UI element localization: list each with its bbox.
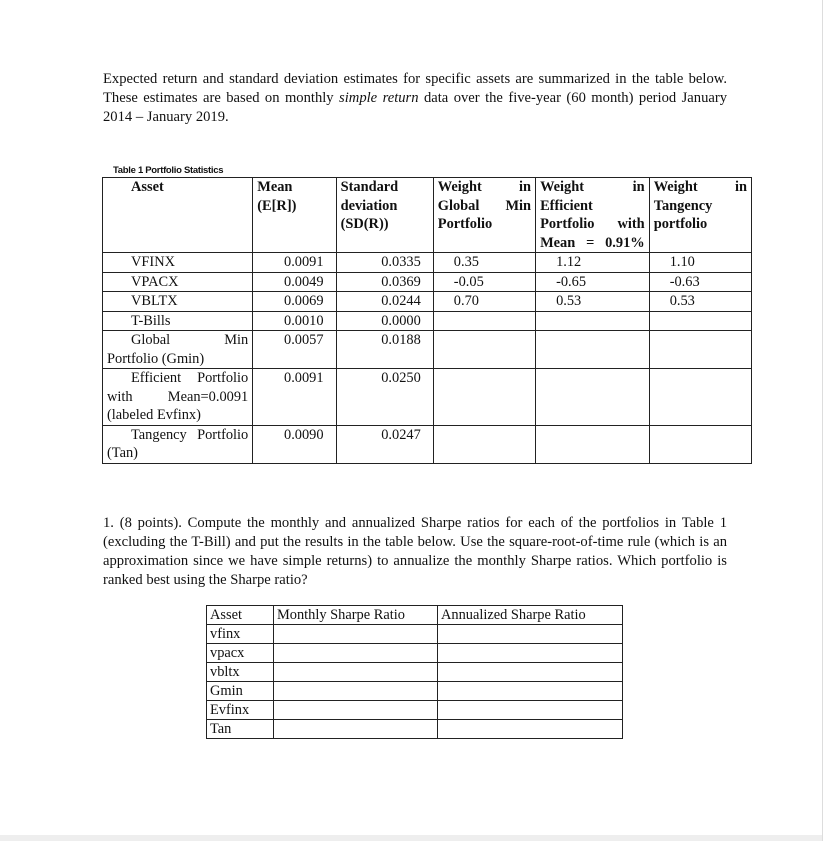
monthly-sharpe-cell[interactable]	[274, 644, 438, 663]
table-row	[103, 292, 752, 312]
asset-cell: vbltx	[207, 663, 274, 682]
asset-cell: VBLTX	[103, 292, 253, 312]
value-cell: 0.0069	[253, 292, 336, 312]
asset-cell: vpacx	[207, 644, 274, 663]
asset-cell: Efficient Portfolio with Mean=0.0091 (labeled Evfinx)	[103, 369, 253, 426]
table1-header: Weight in Efficient Portfolio with Mean = 0.91%	[536, 178, 650, 253]
value-cell	[536, 369, 650, 426]
monthly-sharpe-cell[interactable]	[274, 701, 438, 720]
table-row	[103, 272, 752, 292]
value-cell: 0.70	[433, 292, 535, 312]
table2-header: Annualized Sharpe Ratio	[438, 606, 623, 625]
value-cell: 0.0057	[253, 331, 336, 369]
value-cell	[649, 331, 751, 369]
table1-header: Weight in Global Min Portfolio	[433, 178, 535, 253]
table-row	[207, 625, 623, 644]
value-cell: 0.53	[649, 292, 751, 312]
value-cell	[649, 311, 751, 331]
table-row	[103, 311, 752, 331]
annualized-sharpe-cell[interactable]	[438, 682, 623, 701]
table1-header: Mean (E[R])	[253, 178, 336, 253]
value-cell: 0.0091	[253, 369, 336, 426]
value-cell: 0.0188	[336, 331, 433, 369]
value-cell	[536, 311, 650, 331]
asset-cell: T-Bills	[103, 311, 253, 331]
value-cell: 0.0250	[336, 369, 433, 426]
annualized-sharpe-cell[interactable]	[438, 644, 623, 663]
asset-cell: VFINX	[103, 253, 253, 273]
table-row	[103, 369, 752, 426]
asset-cell: Tan	[207, 720, 274, 739]
annualized-sharpe-cell[interactable]	[438, 701, 623, 720]
value-cell: 0.53	[536, 292, 650, 312]
question-1: 1. (8 points). Compute the monthly and annualized Sharpe ratios for each of the portfolios in Table 1 (excluding the T-Bill) and put the results in the table below. Use the square-root-of-time rule (which is an approximation since we have simple returns) to annualize the monthly Sharpe ratios. Which portfolio is ranked best using the Sharpe ratio?	[103, 515, 727, 588]
annualized-sharpe-cell[interactable]	[438, 720, 623, 739]
table1-header: Asset	[103, 178, 253, 253]
asset-cell: VPACX	[103, 272, 253, 292]
value-cell	[433, 331, 535, 369]
intro-text-2: data over the five-year (60 month) period January 2014 – January 2019.	[103, 90, 727, 125]
table2-header: Asset	[207, 606, 274, 625]
value-cell: 0.0247	[336, 425, 433, 463]
value-cell	[433, 311, 535, 331]
value-cell: -0.05	[433, 272, 535, 292]
value-cell: 0.35	[433, 253, 535, 273]
value-cell: -0.65	[536, 272, 650, 292]
value-cell: 0.0010	[253, 311, 336, 331]
table-row	[207, 663, 623, 682]
value-cell: 1.12	[536, 253, 650, 273]
value-cell: 0.0244	[336, 292, 433, 312]
table-row	[207, 701, 623, 720]
asset-cell: Global Min Portfolio (Gmin)	[103, 331, 253, 369]
table1-caption: Table 1 Portfolio Statistics	[113, 165, 224, 176]
value-cell: -0.63	[649, 272, 751, 292]
asset-cell: Evfinx	[207, 701, 274, 720]
sharpe-ratio-table	[206, 605, 623, 739]
value-cell: 1.10	[649, 253, 751, 273]
table-row	[207, 644, 623, 663]
intro-text: Expected return and standard deviation estimates for specific assets are summarized in the table below. These estimates are based on monthly	[103, 71, 727, 106]
intro-paragraph	[103, 70, 727, 127]
portfolio-statistics-table	[102, 177, 752, 464]
value-cell: 0.0090	[253, 425, 336, 463]
table1-header: Weight in Tangency portfolio	[649, 178, 751, 253]
table-row	[103, 253, 752, 273]
value-cell	[433, 369, 535, 426]
value-cell	[433, 425, 535, 463]
value-cell: 0.0369	[336, 272, 433, 292]
table-row	[103, 425, 752, 463]
value-cell	[536, 331, 650, 369]
value-cell: 0.0091	[253, 253, 336, 273]
value-cell: 0.0335	[336, 253, 433, 273]
asset-cell: Tangency Portfolio (Tan)	[103, 425, 253, 463]
value-cell	[649, 425, 751, 463]
table-row	[103, 331, 752, 369]
asset-cell: vfinx	[207, 625, 274, 644]
asset-cell: Gmin	[207, 682, 274, 701]
monthly-sharpe-cell[interactable]	[274, 720, 438, 739]
table1-header: Standard deviation (SD(R))	[336, 178, 433, 253]
intro-italic: simple return	[339, 90, 419, 106]
value-cell	[649, 369, 751, 426]
table-row	[207, 682, 623, 701]
monthly-sharpe-cell[interactable]	[274, 625, 438, 644]
value-cell: 0.0049	[253, 272, 336, 292]
annualized-sharpe-cell[interactable]	[438, 663, 623, 682]
monthly-sharpe-cell[interactable]	[274, 682, 438, 701]
annualized-sharpe-cell[interactable]	[438, 625, 623, 644]
table-row	[207, 720, 623, 739]
monthly-sharpe-cell[interactable]	[274, 663, 438, 682]
value-cell: 0.0000	[336, 311, 433, 331]
table2-header: Monthly Sharpe Ratio	[274, 606, 438, 625]
value-cell	[536, 425, 650, 463]
